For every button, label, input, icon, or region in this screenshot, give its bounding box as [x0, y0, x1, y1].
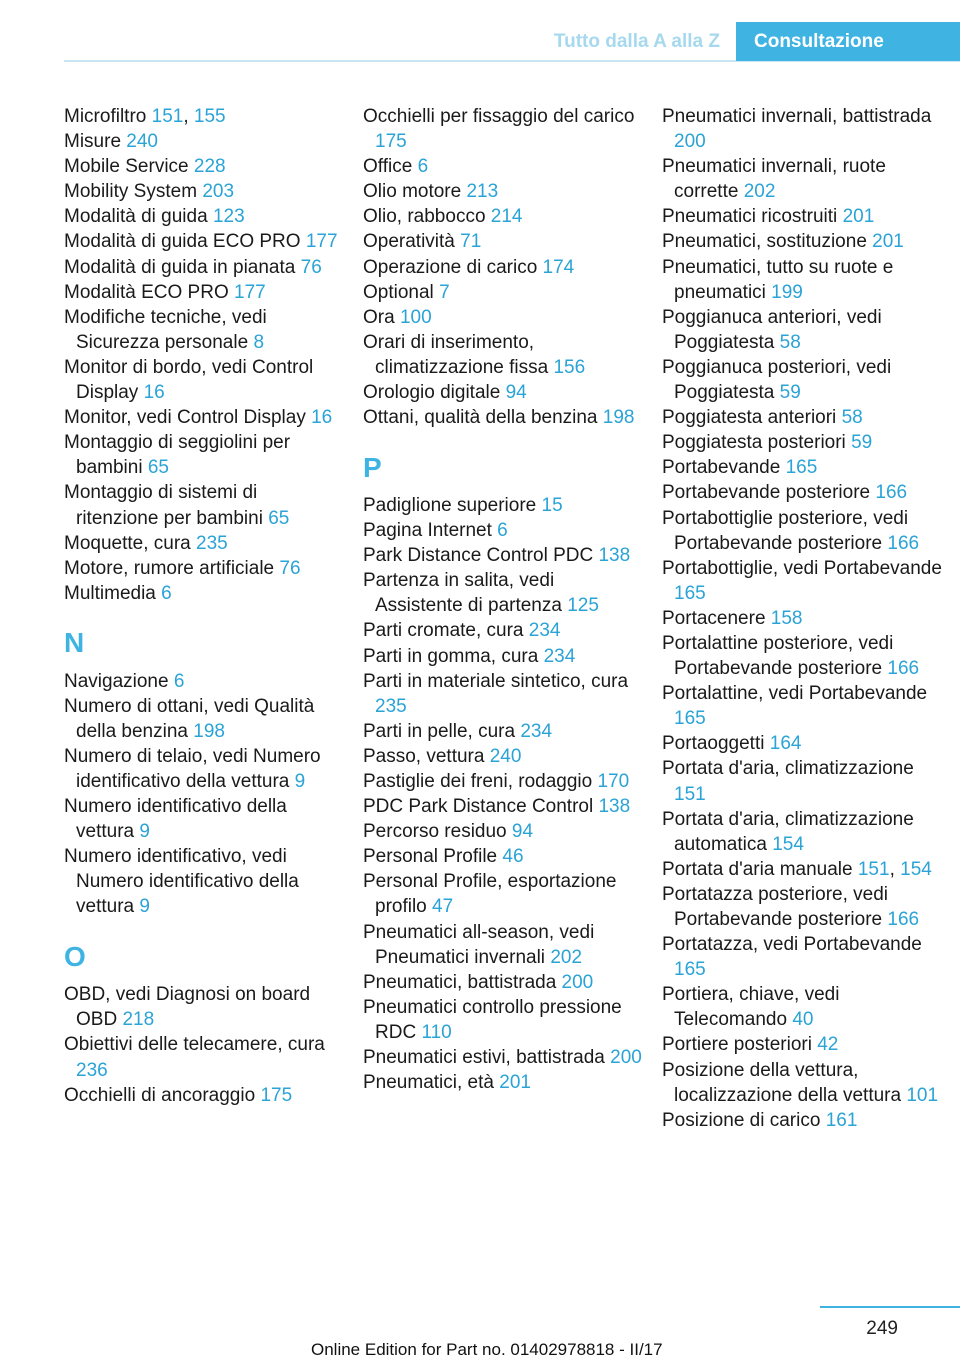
page-reference-link[interactable]: 199 — [771, 281, 803, 303]
page-reference-link[interactable]: 15 — [541, 494, 563, 516]
index-term: Ora — [363, 306, 395, 328]
page-reference-link[interactable]: 235 — [375, 695, 407, 717]
page-reference-link[interactable]: 236 — [76, 1059, 108, 1081]
page-reference-link[interactable]: 155 — [193, 106, 226, 127]
page-reference-link[interactable]: 202 — [743, 181, 776, 203]
index-term: Parti in pelle, cura — [363, 720, 516, 742]
index-entry — [363, 869, 643, 919]
page-reference-link[interactable]: 166 — [887, 658, 920, 680]
page-reference-link[interactable]: 201 — [499, 1072, 531, 1094]
index-term: Operatività — [363, 231, 455, 253]
index-entry — [363, 1045, 643, 1070]
index-entry — [662, 305, 942, 355]
page-reference-link[interactable]: 235 — [196, 532, 228, 554]
page-reference-link[interactable]: 165 — [785, 457, 818, 479]
page-reference-link[interactable]: 65 — [268, 507, 290, 529]
index-entry — [363, 104, 643, 154]
page-reference-link[interactable]: 234 — [543, 645, 576, 667]
index-entry — [363, 543, 643, 568]
page-reference-link[interactable]: 9 — [139, 821, 150, 843]
index-entry — [363, 618, 643, 643]
index-entry — [662, 606, 942, 631]
index-entry — [363, 794, 643, 819]
index-term: Modalità di guida ECO PRO — [64, 231, 301, 253]
index-term: Numero di telaio, vedi Numero identificativo della vettura — [64, 745, 321, 792]
index-term: Portabevande posteriore — [662, 482, 871, 504]
index-term: OBD, vedi Diagnosi on board OBD — [64, 984, 311, 1031]
index-term: Portabevande — [662, 457, 781, 479]
page-reference-link[interactable]: 240 — [489, 745, 522, 767]
page-reference-link[interactable]: 16 — [143, 382, 165, 404]
index-term: Moquette, cura — [64, 532, 191, 554]
page-reference-link[interactable]: 166 — [875, 482, 908, 504]
index-term: Orari di inserimento, climatizzazione fissa — [363, 331, 549, 378]
index-term: Portata d'aria, climatizzazione automatica — [662, 808, 914, 855]
index-term: Poggiatesta posteriori — [662, 432, 846, 454]
page-reference-link[interactable]: 94 — [511, 821, 534, 843]
index-term: Portata d'aria, climatizzazione — [662, 758, 914, 780]
header-chapter-tab: Consultazione — [736, 22, 960, 61]
page-number: 249 — [866, 1318, 898, 1339]
page-reference-link[interactable]: 76 — [279, 557, 301, 579]
page-reference-link[interactable]: 71 — [460, 231, 482, 253]
index-term: Olio, rabbocco — [363, 206, 486, 228]
index-entry — [662, 932, 942, 982]
index-entry — [64, 430, 344, 480]
page-reference-link[interactable]: 228 — [193, 156, 226, 178]
index-term: Parti in gomma, cura — [363, 645, 539, 667]
index-entry — [662, 104, 942, 154]
index-entry — [363, 255, 643, 280]
index-entry — [662, 355, 942, 405]
index-term: Pneumatici all-season, vedi Pneumatici invernali — [363, 921, 595, 968]
page-reference-link[interactable]: 177 — [305, 231, 338, 253]
index-term: Pneumatici, tutto su ruote e pneumatici — [662, 256, 894, 303]
index-term: Olio motore — [363, 181, 462, 203]
index-entry — [64, 204, 344, 229]
index-term: PDC Park Distance Control — [363, 796, 594, 818]
index-entry — [662, 255, 942, 305]
index-term: Modalità di guida — [64, 206, 208, 228]
index-term: Portalattine, vedi Portabevande — [662, 683, 928, 705]
index-entry — [64, 179, 344, 204]
index-entry — [64, 669, 344, 694]
index-entry — [363, 644, 643, 669]
index-entry — [363, 719, 643, 744]
index-entry — [363, 1070, 643, 1095]
index-term: Pneumatici, battistrada — [363, 971, 557, 993]
page-reference-link[interactable]: 151 — [857, 858, 890, 880]
index-entry — [363, 669, 643, 719]
index-column-2 — [363, 104, 643, 1095]
index-term: Portatazza posteriore, vedi Portabevande posteriore — [662, 883, 889, 930]
index-term: Modifiche tecniche, vedi Sicurezza personale — [64, 306, 267, 353]
index-term: Pneumatici, sostituzione — [662, 231, 867, 253]
index-term: Monitor, vedi Control Display — [64, 407, 306, 429]
index-term: Park Distance Control PDC — [363, 545, 594, 567]
footer-rule — [820, 1306, 960, 1308]
index-entry — [64, 1083, 344, 1108]
index-entry — [662, 1032, 942, 1057]
index-entry — [662, 681, 942, 731]
index-entry — [363, 154, 643, 179]
page-reference-link[interactable]: 58 — [841, 407, 863, 429]
page-reference-link[interactable]: 213 — [466, 181, 499, 203]
index-entry — [64, 531, 344, 556]
page-reference-link[interactable]: 200 — [610, 1047, 642, 1069]
index-term: Pagina Internet — [363, 520, 492, 542]
index-term: Pneumatici ricostruiti — [662, 206, 838, 228]
index-term: Portiere posteriori — [662, 1034, 812, 1056]
index-entry — [363, 518, 643, 543]
index-entry — [662, 982, 942, 1032]
index-entry — [662, 229, 942, 254]
index-entry — [363, 493, 643, 518]
page-reference-link[interactable]: 170 — [597, 770, 630, 792]
index-entry — [64, 982, 344, 1032]
index-entry — [662, 204, 942, 229]
page-reference-link[interactable]: 175 — [375, 131, 407, 153]
index-entry — [363, 204, 643, 229]
index-term: Passo, vettura — [363, 745, 485, 767]
index-term: Occhielli per fissaggio del carico — [363, 106, 635, 127]
index-term: Percorso residuo — [363, 821, 507, 843]
page-reference-link[interactable]: 9 — [294, 770, 306, 792]
page-reference-link[interactable]: 165 — [674, 708, 706, 730]
index-term: Monitor di bordo, vedi Control Display — [64, 356, 314, 404]
index-entry — [662, 506, 942, 556]
page-reference-link[interactable]: 6 — [173, 670, 185, 692]
index-term: Personal Profile — [363, 846, 498, 868]
index-entry — [64, 844, 344, 919]
page-reference-link[interactable]: 42 — [817, 1034, 839, 1056]
page-reference-link[interactable]: 198 — [193, 720, 225, 742]
index-entry — [64, 229, 344, 254]
index-entry — [64, 694, 344, 744]
page-reference-link[interactable]: 200 — [674, 131, 706, 153]
index-term: Ottani, qualità della benzina — [363, 407, 598, 429]
index-term: Portiera, chiave, vedi Telecomando — [662, 984, 840, 1031]
index-entry — [363, 844, 643, 869]
page-reference-link[interactable]: 198 — [602, 407, 635, 429]
index-entry — [662, 154, 942, 204]
page-reference-link[interactable]: 174 — [542, 256, 575, 278]
index-term: Multimedia — [64, 582, 156, 604]
page-reference-link[interactable]: 200 — [561, 971, 594, 993]
page-reference-link[interactable]: 166 — [887, 532, 920, 554]
index-term: Optional — [363, 281, 434, 303]
index-entry — [662, 430, 942, 455]
index-term: Portaoggetti — [662, 733, 765, 755]
index-term: Montaggio di seggiolini per bambini — [64, 432, 291, 479]
index-entry — [662, 480, 942, 505]
page-reference-link[interactable]: 138 — [598, 545, 631, 567]
header-section-title: Tutto dalla A alla Z — [553, 31, 720, 52]
index-entry — [363, 970, 643, 995]
index-entry — [363, 769, 643, 794]
index-term: Portabottiglie, vedi Portabevande — [662, 557, 942, 579]
index-term: Pastiglie dei freni, rodaggio — [363, 770, 593, 792]
index-entry: Portata d'aria manuale 151, 154 — [662, 858, 932, 880]
index-entry — [363, 179, 643, 204]
index-term: Modalità ECO PRO — [64, 281, 229, 303]
index-entry — [662, 556, 942, 606]
page-reference-link[interactable]: 125 — [567, 595, 599, 617]
index-entry — [64, 355, 344, 405]
index-term: Misure — [64, 131, 122, 153]
index-term: Occhielli di ancoraggio — [64, 1084, 256, 1106]
index-entry — [363, 280, 643, 305]
index-term: Motore, rumore artificiale — [64, 557, 275, 579]
index-entry — [662, 405, 942, 430]
index-column-3 — [662, 104, 942, 1133]
index-term: Personal Profile, esportazione profilo — [363, 871, 617, 918]
page-reference-link[interactable]: 8 — [253, 331, 265, 353]
page-reference-link[interactable]: 202 — [550, 946, 583, 968]
index-term: Pneumatici invernali, ruote corrette — [662, 156, 886, 203]
index-entry — [64, 794, 344, 844]
page-reference-link[interactable]: 165 — [674, 582, 706, 604]
index-entry — [363, 744, 643, 769]
page-reference-link[interactable]: 101 — [906, 1084, 939, 1106]
index-entry — [64, 305, 344, 355]
index-term: Microfiltro — [64, 106, 147, 127]
page-reference-link[interactable]: 158 — [770, 607, 803, 629]
index-term: Parti cromate, cura — [363, 620, 524, 642]
index-term: Partenza in salita, vedi Assistente di partenza — [363, 570, 562, 617]
page-reference-link[interactable]: 16 — [311, 407, 333, 429]
page-reference-link[interactable]: 234 — [528, 620, 561, 642]
page-reference-link[interactable]: 9 — [139, 896, 150, 918]
page-reference-link[interactable]: 166 — [887, 909, 920, 930]
page-reference-link[interactable]: 201 — [842, 206, 875, 228]
index-term: Numero identificativo, vedi Numero identificativo della vettura — [64, 846, 299, 918]
page-reference-link[interactable]: 110 — [421, 1021, 452, 1043]
index-term: Portabottiglie posteriore, vedi Portabevande posteriore — [662, 507, 909, 554]
page-reference-link[interactable]: 203 — [202, 181, 235, 203]
index-term: Numero di ottani, vedi Qualità della benzina — [64, 695, 315, 742]
index-term: Orologio digitale — [363, 382, 501, 404]
index-entry — [64, 581, 344, 606]
footer-edition: Online Edition for Part no. 01402978818 - II/17 — [311, 1340, 663, 1359]
page-reference-link[interactable]: 6 — [161, 582, 172, 604]
page-reference-link[interactable]: 151 — [674, 783, 706, 805]
index-entry — [363, 819, 643, 844]
index-column-1 — [64, 104, 344, 1108]
index-term: Portata d'aria manuale — [662, 858, 853, 880]
index-entry — [662, 756, 942, 806]
index-entry: Microfiltro 151, 155 — [64, 106, 226, 127]
index-entry — [64, 129, 344, 154]
index-term: Portatazza, vedi Portabevande — [662, 934, 922, 956]
page-reference-link[interactable]: 94 — [505, 382, 527, 404]
index-term: Poggiatesta anteriori — [662, 407, 837, 429]
page-reference-link[interactable]: 76 — [300, 256, 322, 278]
index-entry — [662, 731, 942, 756]
index-entry — [662, 1108, 942, 1133]
page-reference-link[interactable]: 156 — [553, 356, 586, 378]
page-reference-link[interactable]: 161 — [825, 1109, 858, 1131]
page-reference-link[interactable]: 177 — [234, 281, 266, 303]
page-reference-link[interactable]: 240 — [126, 131, 158, 153]
page-reference-link[interactable]: 214 — [490, 206, 523, 228]
index-entry — [363, 305, 643, 330]
index-term: Posizione di carico — [662, 1109, 821, 1131]
page-reference-link[interactable]: 7 — [439, 281, 450, 303]
index-entry — [363, 568, 643, 618]
index-term: Navigazione — [64, 670, 169, 692]
page-reference-link[interactable]: 58 — [779, 331, 801, 353]
page-reference-link[interactable]: 59 — [851, 432, 873, 454]
index-entry — [64, 255, 344, 280]
index-entry — [64, 556, 344, 581]
page-reference-link[interactable]: 46 — [502, 846, 524, 868]
index-entry — [64, 480, 344, 530]
index-term: Poggianuca posteriori, vedi Poggiatesta — [662, 356, 892, 404]
page-reference-link[interactable]: 40 — [792, 1009, 814, 1031]
index-term: Office — [363, 156, 413, 178]
page-reference-link[interactable]: 175 — [260, 1084, 293, 1106]
index-term: Pneumatici estivi, battistrada — [363, 1047, 605, 1069]
page-reference-link[interactable]: 218 — [122, 1009, 155, 1031]
index-entry — [363, 920, 643, 970]
page-reference-link[interactable]: 100 — [399, 306, 432, 328]
index-term: Numero identificativo della vettura — [64, 796, 287, 843]
page-reference-link[interactable]: 234 — [520, 720, 553, 742]
index-entry — [64, 1032, 344, 1082]
index-entry — [662, 882, 942, 932]
index-entry — [363, 380, 643, 405]
page-reference-link[interactable]: 138 — [598, 796, 631, 818]
index-term: Mobile Service — [64, 156, 189, 178]
index-letter-heading: P — [363, 451, 382, 483]
index-term: Parti in materiale sintetico, cura — [363, 670, 629, 692]
index-letter-heading: N — [64, 627, 85, 659]
index-term: Mobility System — [64, 181, 198, 203]
index-term: Pneumatici, età — [363, 1072, 494, 1094]
index-entry — [662, 1058, 942, 1108]
page-reference-link[interactable]: 65 — [147, 457, 169, 479]
page-reference-link[interactable]: 201 — [872, 231, 904, 253]
index-entry — [662, 631, 942, 681]
index-entry — [662, 807, 942, 857]
index-term: Padiglione superiore — [363, 494, 537, 516]
index-entry — [64, 280, 344, 305]
index-entry — [64, 744, 344, 794]
index-entry — [363, 229, 643, 254]
index-entry — [64, 405, 344, 430]
index-entry — [662, 455, 942, 480]
index-entry — [363, 330, 643, 380]
index-term: Pneumatici invernali, battistrada — [662, 106, 932, 127]
index-term: Obiettivi delle telecamere, cura — [64, 1034, 325, 1056]
index-term: Portalattine posteriore, vedi Portabevande posteriore — [662, 632, 894, 680]
index-term: Pneumatici controllo pressione RDC — [363, 996, 622, 1043]
index-term: Posizione della vettura, localizzazione della vettura — [662, 1059, 902, 1106]
page-reference-link[interactable]: 154 — [900, 858, 932, 880]
page-reference-link[interactable]: 6 — [497, 520, 508, 542]
page-reference-link[interactable]: 154 — [772, 833, 804, 855]
page-reference-link[interactable]: 164 — [769, 733, 802, 755]
index-entry — [363, 405, 643, 430]
index-term: Portacenere — [662, 607, 766, 629]
index-letter-heading: O — [64, 941, 86, 973]
page-reference-link[interactable]: 123 — [212, 206, 245, 228]
page-reference-link[interactable]: 165 — [674, 959, 706, 981]
index-term: Poggianuca anteriori, vedi Poggiatesta — [662, 306, 882, 353]
index-term: Montaggio di sistemi di ritenzione per bambini — [64, 482, 263, 529]
page-reference-link[interactable]: 6 — [417, 156, 429, 178]
index-entry — [64, 154, 344, 179]
page-reference-link[interactable]: 151 — [151, 106, 184, 127]
index-term: Operazione di carico — [363, 256, 538, 278]
page-reference-link[interactable]: 47 — [432, 896, 454, 918]
page-reference-link[interactable]: 59 — [779, 382, 801, 404]
index-term: Modalità di guida in pianata — [64, 256, 296, 278]
index-entry — [363, 995, 643, 1045]
